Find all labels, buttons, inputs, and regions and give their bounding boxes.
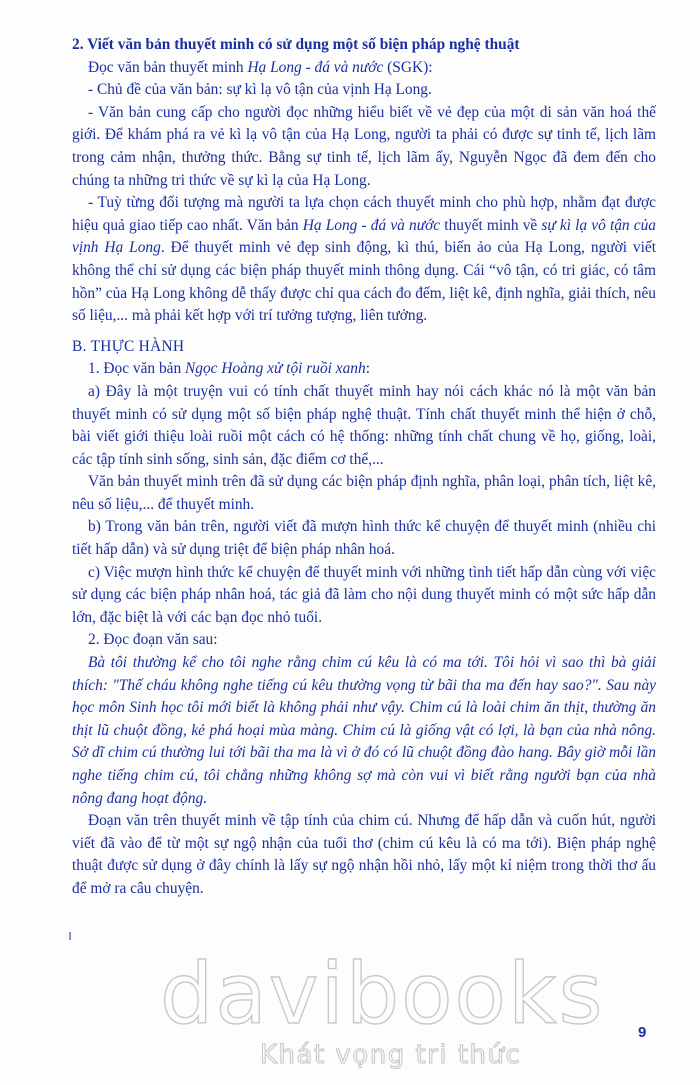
practice-item-1 bbox=[72, 358, 656, 381]
margin-mark bbox=[69, 932, 71, 940]
watermark-logo: davibooks bbox=[160, 945, 605, 1043]
passage-analysis: Đoạn văn trên thuyết minh về tập tính của chim cú. Nhưng để hấp dẫn và cuốn hút, người viết đã vào để từ một sự ngộ nhận của tuổi thơ (chim cú kêu là có ma tới). Biện pháp nghệ thuật được sử dụng ở đây chính là lấy sự ngộ nhận hồi nhỏ, lấy một kỉ niệm trong thời thơ ấu để mở ra câu chuyện. bbox=[72, 812, 656, 897]
section-2-intro bbox=[72, 57, 656, 80]
p3-text-a: - Tuỳ từng đối tượng mà người ta lựa chọn cách thuyết minh cho phù hợp, nhằm đạt được hiệu quả giao tiếp cao nhất. Văn bản bbox=[72, 194, 656, 234]
answer-b: b) Trong văn bản trên, người viết đã mượn hình thức kể chuyện để thuyết minh (nhiều chi tiết hấp dẫn) và sử dụng triệt để biện pháp nhân hoá. bbox=[72, 518, 656, 559]
p3-text-b: thuyết minh về bbox=[440, 216, 542, 234]
intro-title: Hạ Long - đá và nước bbox=[247, 58, 384, 76]
section-b-heading: B. THỰC HÀNH bbox=[72, 337, 185, 355]
section-2-paragraph-2: - Văn bản cung cấp cho người đọc những hiểu biết về vẻ đẹp của một di sản văn hoá thế giới. Để khám phá ra vẻ kì lạ vô tận của Hạ Long, người ta phải có được sự tinh tế, lịch lãm trong cảm nhận, thưởng thức. Bằng sự tinh tế, lịch lãm ấy, Nguyễn Ngọc đã đem đến cho chúng ta những tri thức về sự kì lạ của Hạ Long. bbox=[72, 103, 656, 189]
answer-a-continued: Văn bản thuyết minh trên đã sử dụng các biện pháp định nghĩa, phân loại, phân tích, liệt kê, nêu số liệu,... để thuyết minh. bbox=[72, 473, 656, 513]
p3-topic: sự kì lạ vô tận của vịnh Hạ Long bbox=[72, 216, 656, 257]
practice-item-2: 2. Đọc đoạn văn sau: bbox=[88, 631, 218, 649]
section-2-paragraph-3 bbox=[72, 192, 656, 328]
intro-text: Đọc văn bản thuyết minh bbox=[88, 58, 248, 76]
answer-c: c) Việc mượn hình thức kể chuyện để thuyết minh với những tình tiết hấp dẫn cùng với việc sử dụng các biện pháp nhân hoá, tác giả đã làm cho nội dung thuyết minh có một sức hấp dẫn lớn, đặc biệt là với các bạn đọc nhỏ tuổi. bbox=[72, 563, 656, 626]
p3-text-c: . Để thuyết minh vẻ đẹp sinh động, kì thú, biến ảo của Hạ Long, người viết không thể chỉ sử dụng các biện pháp thuyết minh thông dụng. Cái “vô tận, có tri giác, có tâm hồn” của Hạ Long không dễ thấy được chỉ qua cách đo đếm, liệt kê, định nghĩa, giải thích, nêu số liệu,... mà phải kết hợp với trí tưởng tượng, liên tưởng. bbox=[72, 239, 656, 325]
answer-a: a) Đây là một truyện vui có tính chất thuyết minh hay nói cách khác nó là một văn bản thuyết minh có sử dụng một số biện pháp nghệ thuật. Tính chất thuyết minh thể hiện ở chỗ, bài viết giới thiệu loài ruồi một cách có hệ thống: những tính chất chung về họ, giống, loài, các tập tính sinh sống, sinh sản, đặc điểm cơ thể,... bbox=[72, 382, 656, 468]
quoted-passage: Bà tôi thường kể cho tôi nghe rằng chim cú kêu là có ma tới. Tôi hỏi vì sao thì bà giải thích: "Thế cháu không nghe tiếng cú kêu thường vọng từ bãi tha ma đến hay sao?". Sau này học môn Sinh học tôi mới biết là không phải như vậy. Chim cú là loài chim ăn thịt, thường ăn thịt lũ chuột đồng, kẻ phá hoại mùa màng. Chim cú là giống vật có lợi, là bạn của nhà nông. Sở dĩ chim cú thường lui tới bãi tha ma là vì ở đó có lũ chuột đồng đào hang. Bây giờ mỗi lần nghe tiếng chim cú, tôi chẳng những không sợ mà còn vui vì biết rằng người bạn của nhà nông đang hoạt động. bbox=[72, 654, 656, 807]
item1-text: 1. Đọc văn bản bbox=[88, 360, 186, 378]
item1-suffix: : bbox=[365, 360, 370, 378]
section-2-heading: 2. Viết văn bản thuyết minh có sử dụng một số biện pháp nghệ thuật bbox=[72, 36, 520, 53]
page-content bbox=[72, 34, 656, 901]
intro-suffix: (SGK): bbox=[383, 58, 433, 76]
item1-title: Ngọc Hoàng xử tội ruồi xanh bbox=[185, 360, 366, 378]
section-2-paragraph-1: - Chủ đề của văn bản: sự kì lạ vô tận của vịnh Hạ Long. bbox=[88, 81, 432, 99]
page-number: 9 bbox=[638, 1024, 647, 1041]
p3-title: Hạ Long - đá và nước bbox=[302, 216, 441, 234]
watermark-slogan: Khát vọng tri thức bbox=[260, 1040, 522, 1070]
